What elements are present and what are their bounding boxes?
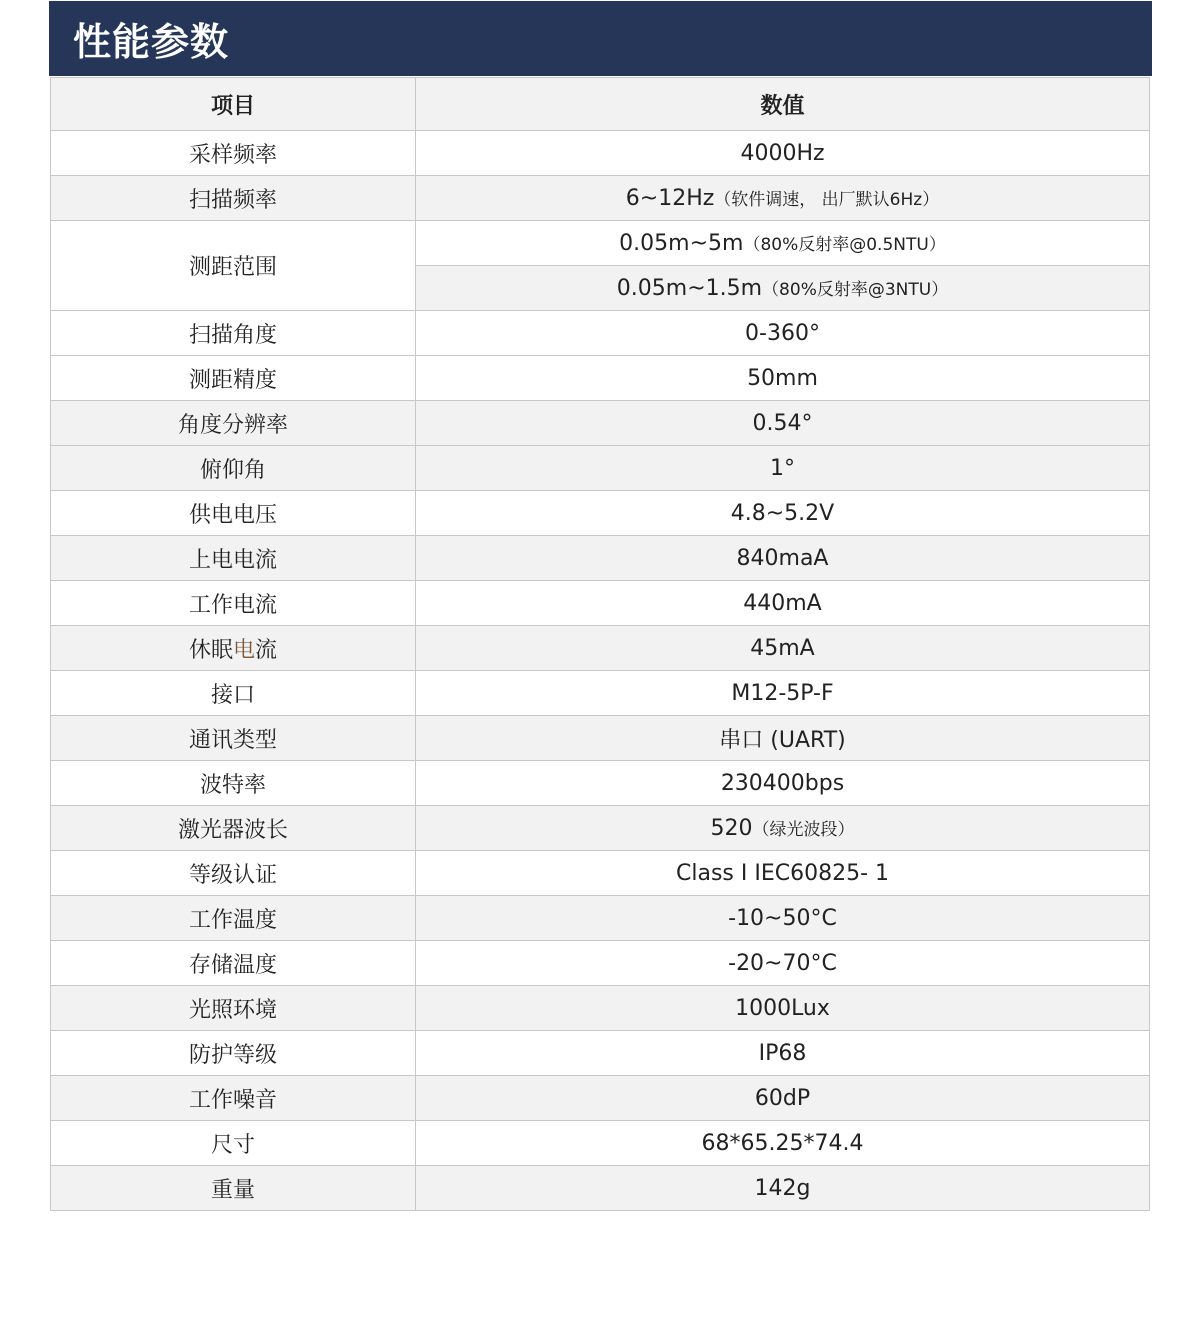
value-text: 0.05m~5m <box>619 231 744 256</box>
spec-table <box>50 77 1150 1211</box>
row-label: 工作电流 <box>51 581 416 626</box>
table-row <box>51 1031 1150 1076</box>
row-label: 接口 <box>51 671 416 716</box>
value-text: 520 <box>710 816 753 841</box>
row-value <box>416 266 1150 311</box>
row-label: 激光器波长 <box>51 806 416 851</box>
table-row <box>51 446 1150 491</box>
table-row <box>51 671 1150 716</box>
table-row <box>51 311 1150 356</box>
row-value: 1000Lux <box>416 986 1150 1031</box>
row-label: 重量 <box>51 1166 416 1211</box>
column-header-value: 数值 <box>416 78 1150 131</box>
table-row <box>51 1076 1150 1121</box>
row-label <box>51 626 416 671</box>
row-label: 测距范围 <box>51 221 416 311</box>
table-row <box>51 716 1150 761</box>
row-label: 工作噪音 <box>51 1076 416 1121</box>
column-header-item: 项目 <box>51 78 416 131</box>
row-value: 45mA <box>416 626 1150 671</box>
table-row <box>51 1121 1150 1166</box>
table-row <box>51 356 1150 401</box>
row-value: -10~50°C <box>416 896 1150 941</box>
table-row <box>51 986 1150 1031</box>
section-header <box>49 1 1152 76</box>
table-row <box>51 896 1150 941</box>
row-value <box>416 806 1150 851</box>
row-value: 4000Hz <box>416 131 1150 176</box>
table-row <box>51 536 1150 581</box>
row-label: 防护等级 <box>51 1031 416 1076</box>
row-label: 尺寸 <box>51 1121 416 1166</box>
row-value <box>416 221 1150 266</box>
row-value: 230400bps <box>416 761 1150 806</box>
row-value: Class I IEC60825- 1 <box>416 851 1150 896</box>
row-value: 4.8~5.2V <box>416 491 1150 536</box>
row-label: 存储温度 <box>51 941 416 986</box>
table-row <box>51 761 1150 806</box>
table-row <box>51 491 1150 536</box>
value-note: （80%反射率@3NTU） <box>762 280 949 300</box>
value-note: （绿光波段） <box>752 820 855 840</box>
row-label: 通讯类型 <box>51 716 416 761</box>
row-label: 扫描角度 <box>51 311 416 356</box>
row-value: 0.54° <box>416 401 1150 446</box>
table-row <box>51 851 1150 896</box>
table-row <box>51 581 1150 626</box>
table-row <box>51 401 1150 446</box>
label-part: 休眠 <box>188 637 233 663</box>
row-value: 1° <box>416 446 1150 491</box>
table-row <box>51 221 1150 266</box>
table-row <box>51 131 1150 176</box>
row-value: IP68 <box>416 1031 1150 1076</box>
row-value: 440mA <box>416 581 1150 626</box>
row-label: 测距精度 <box>51 356 416 401</box>
row-label: 角度分辨率 <box>51 401 416 446</box>
table-row <box>51 626 1150 671</box>
row-value: M12-5P-F <box>416 671 1150 716</box>
value-text: 0.05m~1.5m <box>616 276 763 301</box>
row-value: 0-360° <box>416 311 1150 356</box>
row-value: 50mm <box>416 356 1150 401</box>
row-label: 扫描频率 <box>51 176 416 221</box>
value-note: （80%反射率@0.5NTU） <box>743 235 946 255</box>
value-note: （软件调速， 出厂默认6Hz） <box>714 190 940 210</box>
table-row <box>51 941 1150 986</box>
row-label: 上电电流 <box>51 536 416 581</box>
label-part-tinted: 电 <box>232 637 255 663</box>
value-text: 6~12Hz <box>625 186 715 211</box>
row-label: 采样频率 <box>51 131 416 176</box>
row-value <box>416 176 1150 221</box>
row-value: 60dP <box>416 1076 1150 1121</box>
row-label: 光照环境 <box>51 986 416 1031</box>
row-label: 等级认证 <box>51 851 416 896</box>
row-value: 142g <box>416 1166 1150 1211</box>
table-row <box>51 1166 1150 1211</box>
row-label: 俯仰角 <box>51 446 416 491</box>
row-label: 供电电压 <box>51 491 416 536</box>
table-row <box>51 176 1150 221</box>
row-value: 68*65.25*74.4 <box>416 1121 1150 1166</box>
table-row <box>51 806 1150 851</box>
row-label: 波特率 <box>51 761 416 806</box>
section-title: 性能参数 <box>73 20 230 64</box>
row-value: 串口 (UART) <box>416 716 1150 761</box>
table-header-row <box>51 78 1150 131</box>
label-part: 流 <box>255 637 278 663</box>
row-value: 840maA <box>416 536 1150 581</box>
row-value: -20~70°C <box>416 941 1150 986</box>
row-label: 工作温度 <box>51 896 416 941</box>
